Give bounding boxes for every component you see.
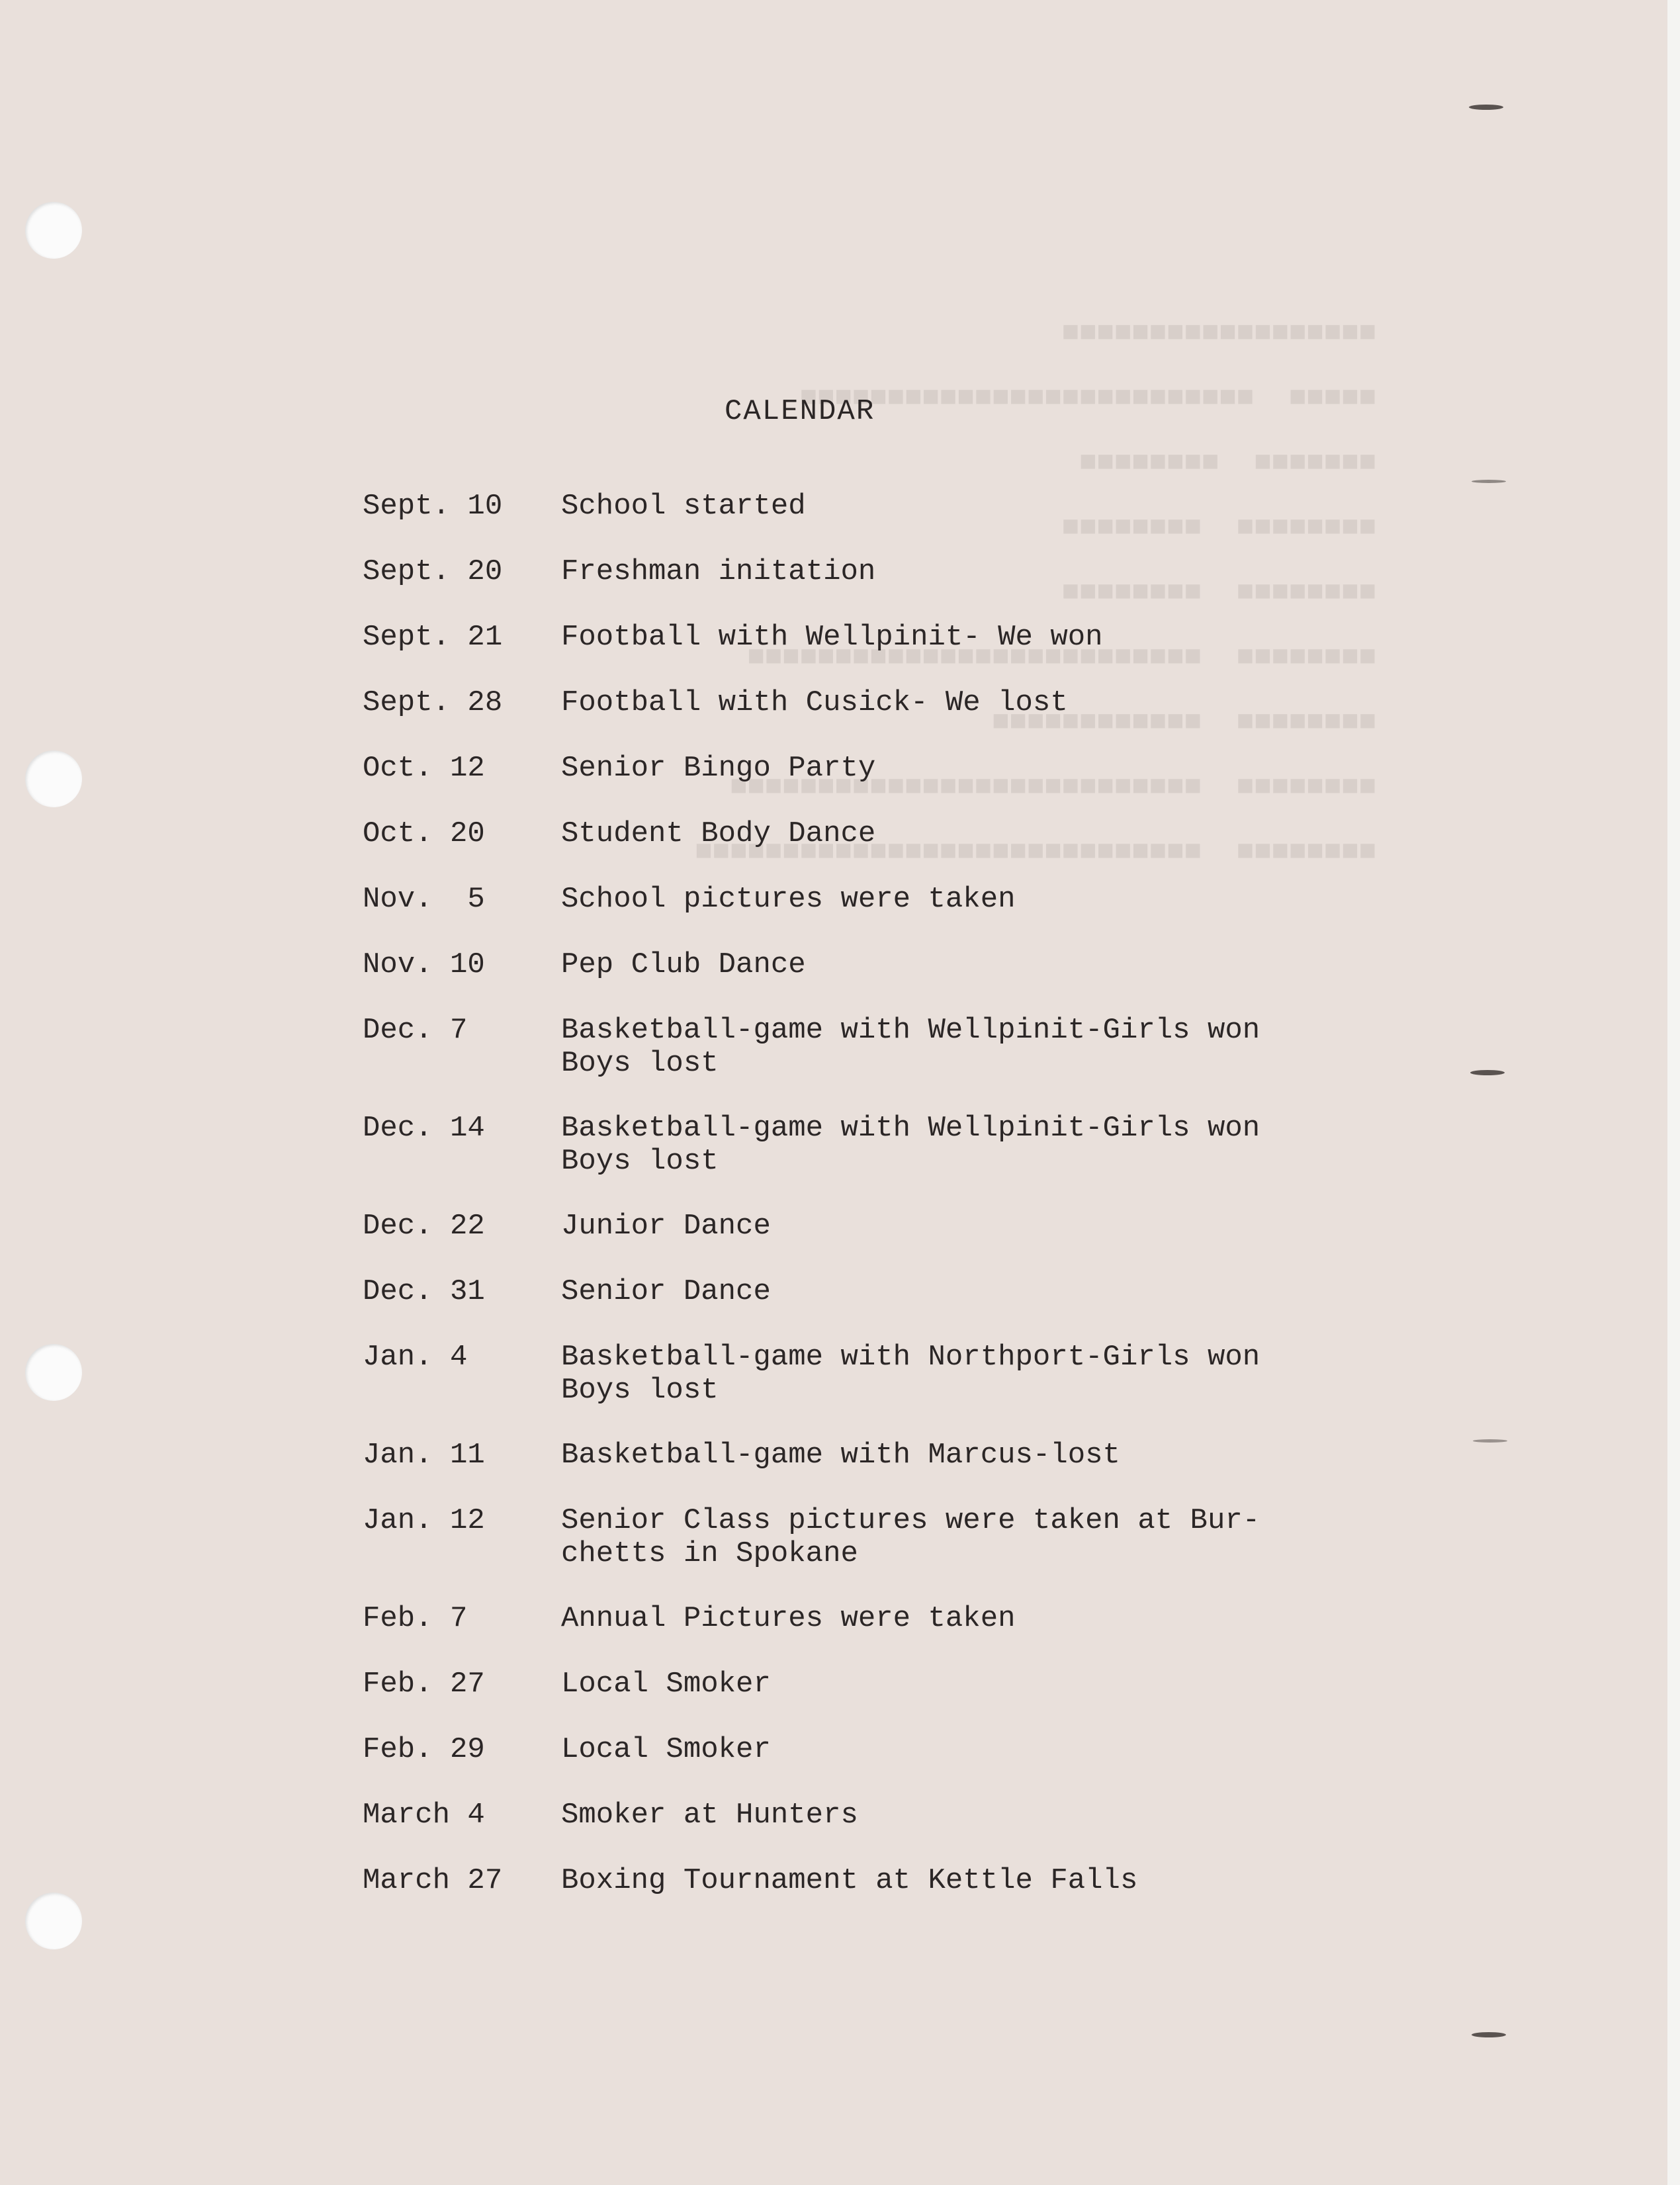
calendar-entry [363,686,1395,719]
entry-event: Basketball-game with Wellpinit-Girls won Boys lost [561,1014,1260,1080]
entry-event: Local Smoker [561,1733,771,1766]
entry-event: Boxing Tournament at Kettle Falls [561,1864,1138,1897]
entry-event: Basketball-game with Marcus-lost [561,1439,1120,1472]
calendar-entry [363,752,1395,785]
entry-event: School pictures were taken [561,883,1016,916]
calendar-entry [363,1602,1395,1635]
entry-event: Freshman initation [561,555,876,588]
entry-date: Sept. 10 [363,490,503,523]
page-title: CALENDAR [725,395,875,428]
binder-mark [1472,480,1506,483]
entry-date: Dec. 22 [363,1210,485,1243]
binder-mark [1469,105,1503,110]
entry-date: Feb. 29 [363,1733,485,1766]
binder-mark [1470,1070,1505,1075]
entry-date: Dec. 14 [363,1112,485,1145]
entry-event: Student Body Dance [561,817,876,850]
entry-date: Jan. 12 [363,1504,485,1537]
calendar-entry [363,1275,1395,1308]
entry-date: Sept. 21 [363,621,503,654]
calendar-entry [363,1014,1395,1080]
entry-event: Football with Wellpinit- We won [561,621,1103,654]
entry-event: School started [561,490,806,523]
entry-date: Sept. 28 [363,686,503,719]
entry-event: Junior Dance [561,1210,771,1243]
calendar-entry [363,1210,1395,1243]
calendar-entry [363,1733,1395,1766]
entry-date: March 4 [363,1799,485,1832]
entry-date: Nov. 5 [363,883,485,916]
entry-event: Smoker at Hunters [561,1799,858,1832]
entry-event: Basketball-game with Northport-Girls won Boys lost [561,1341,1260,1407]
entry-date: Dec. 31 [363,1275,485,1308]
punch-hole [25,202,82,259]
calendar-entry [363,490,1395,523]
calendar-entry [363,621,1395,654]
calendar-entry [363,1439,1395,1472]
entry-date: Feb. 27 [363,1668,485,1701]
entry-date: Oct. 20 [363,817,485,850]
binder-mark [1472,2032,1506,2037]
entry-event: Football with Cusick- We lost [561,686,1068,719]
entry-date: Feb. 7 [363,1602,468,1635]
calendar-entry [363,555,1395,588]
calendar-entry [363,1112,1395,1178]
entry-date: Jan. 11 [363,1439,485,1472]
entry-date: Dec. 7 [363,1014,468,1047]
calendar-entry [363,883,1395,916]
binder-mark [1473,1439,1507,1443]
entry-date: March 27 [363,1864,503,1897]
calendar-entry [363,1668,1395,1701]
calendar-entry [363,1341,1395,1407]
calendar-entry [363,817,1395,850]
entry-date: Sept. 20 [363,555,503,588]
entry-date: Jan. 4 [363,1341,468,1374]
entry-date: Nov. 10 [363,948,485,981]
entry-date: Oct. 12 [363,752,485,785]
reverse-side-bleed-through: ■■■■■■■■■■■■■■■■■■ ■■■■■ ■■■■■■■■■■■■■■■■■■■■■■■■■■ ■■■■■■■ ■■■■■■■■ ■■■■■■■■ ■■■■■■■■ ■■■■■■■■ ■■■■■■■■ ■■■■■■■■ ■■■■■■■■■■■■■■■■■■■■■■■■■■ ■■■■■■■■ ■■■■■■■■■■■■ ■■■■■■■■ ■■■■■■■■■■■■■■■■■■■■■■■■■■■ ■■■■■■■■ ■■■■■■■■■■■■■■■■■■■■■■■■■■■■■ [695,317,1376,869]
punch-hole [25,1893,82,1949]
punch-hole [25,750,82,807]
punch-hole [25,1344,82,1401]
entry-event: Senior Class pictures were taken at Bur- chetts in Spokane [561,1504,1260,1570]
calendar-entry [363,1504,1395,1570]
entry-event: Senior Bingo Party [561,752,876,785]
entry-event: Senior Dance [561,1275,771,1308]
entry-event: Annual Pictures were taken [561,1602,1016,1635]
calendar-entry [363,948,1395,981]
entry-event: Basketball-game with Wellpinit-Girls won Boys lost [561,1112,1260,1178]
calendar-entry [363,1799,1395,1832]
entry-event: Local Smoker [561,1668,771,1701]
calendar-entry [363,1864,1395,1897]
entry-event: Pep Club Dance [561,948,806,981]
